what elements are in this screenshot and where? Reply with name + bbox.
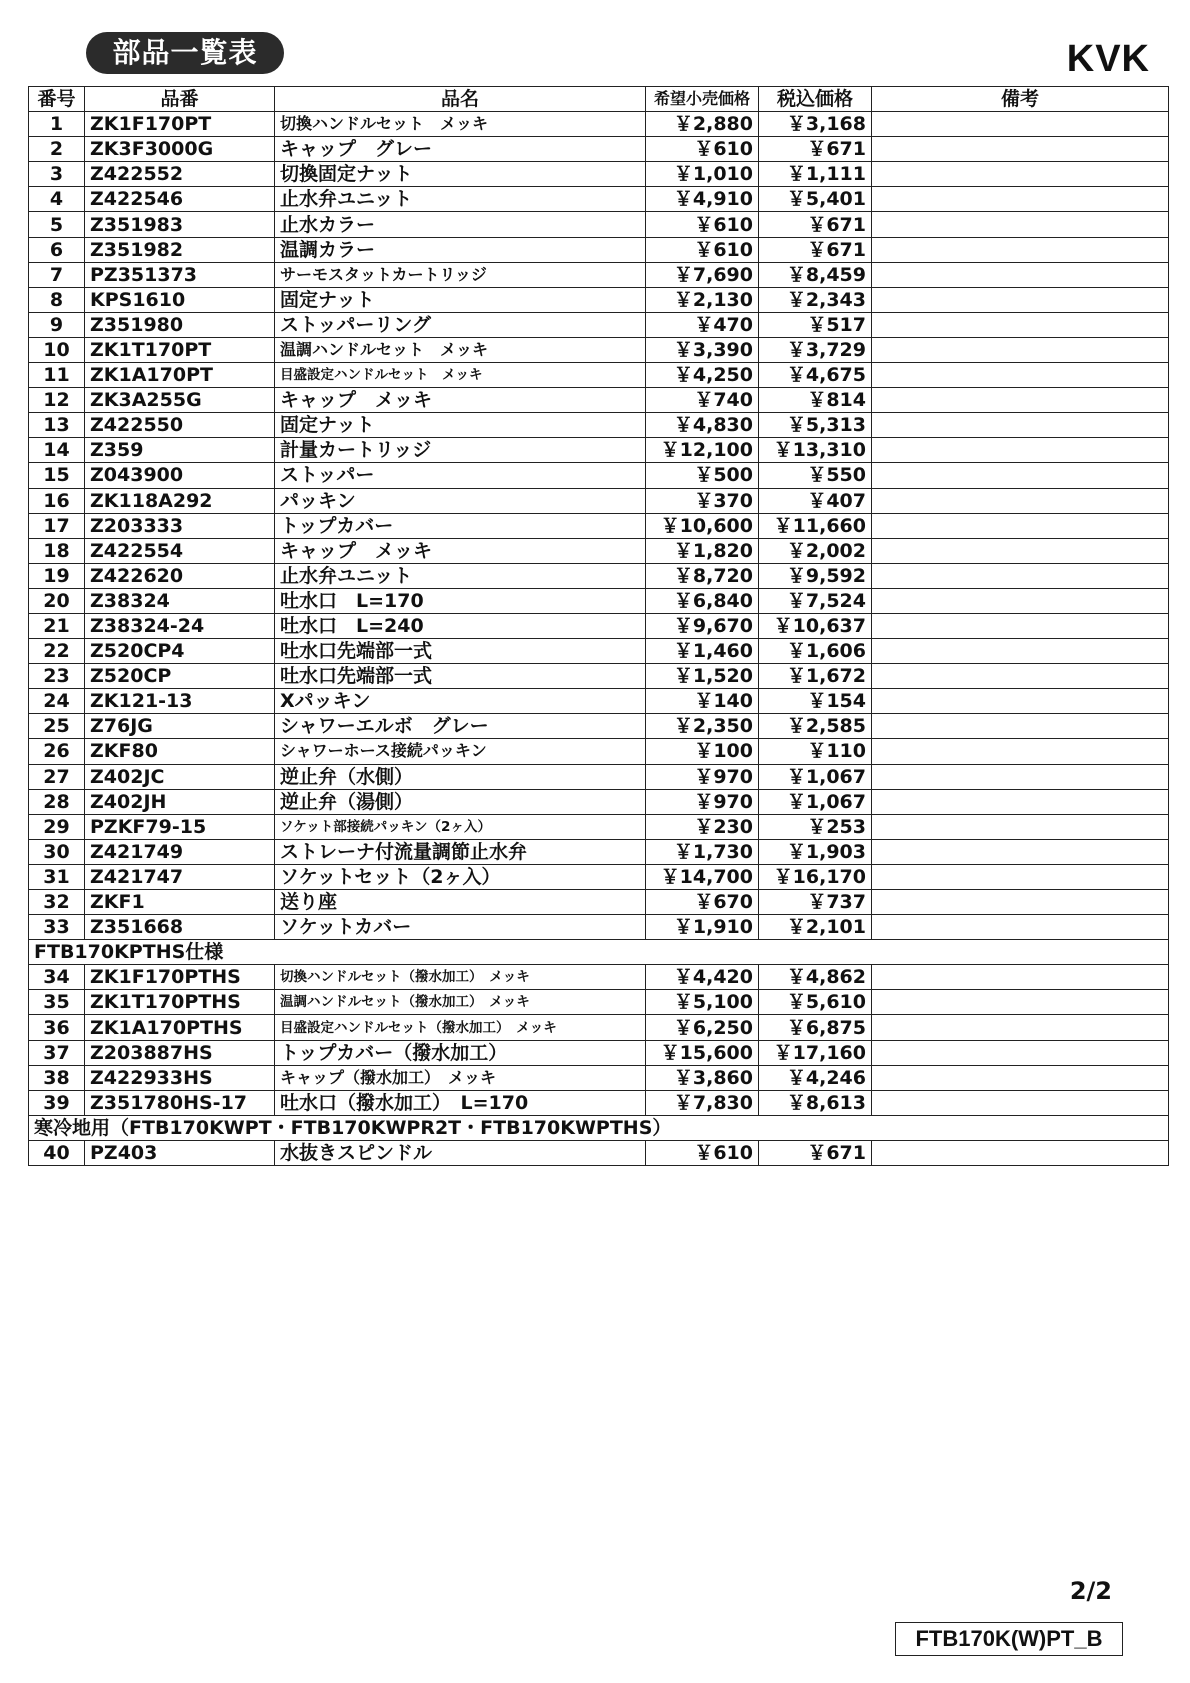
table-row xyxy=(29,1140,1169,1165)
part-code: ZKF1 xyxy=(85,890,275,915)
tax-included-price: ￥4,675 xyxy=(759,363,872,388)
part-code: Z76JG xyxy=(85,714,275,739)
part-code: Z38324 xyxy=(85,588,275,613)
retail-price: ￥12,100 xyxy=(646,438,759,463)
part-code: Z203887HS xyxy=(85,1040,275,1065)
part-code: Z422933HS xyxy=(85,1065,275,1090)
part-name: シャワーエルボ グレー xyxy=(275,714,646,739)
item-number: 3 xyxy=(29,162,85,187)
part-code: Z422620 xyxy=(85,563,275,588)
table-row xyxy=(29,237,1169,262)
table-row xyxy=(29,262,1169,287)
item-number: 11 xyxy=(29,363,85,388)
retail-price: ￥230 xyxy=(646,814,759,839)
note xyxy=(872,814,1169,839)
retail-price: ￥740 xyxy=(646,388,759,413)
note xyxy=(872,890,1169,915)
part-code: ZK1F170PT xyxy=(85,112,275,137)
part-name: 切換ハンドルセット メッキ xyxy=(275,112,646,137)
part-code: ZK3F3000G xyxy=(85,137,275,162)
retail-price: ￥7,830 xyxy=(646,1090,759,1115)
retail-price: ￥610 xyxy=(646,212,759,237)
note xyxy=(872,839,1169,864)
item-number: 8 xyxy=(29,287,85,312)
note xyxy=(872,664,1169,689)
part-name: Xパッキン xyxy=(275,689,646,714)
table-row xyxy=(29,388,1169,413)
part-name: 吐水口（撥水加工） L=170 xyxy=(275,1090,646,1115)
tax-included-price: ￥13,310 xyxy=(759,438,872,463)
column-header-note: 備考 xyxy=(872,87,1169,112)
part-code: Z421747 xyxy=(85,864,275,889)
tax-included-price: ￥1,606 xyxy=(759,639,872,664)
tax-included-price: ￥4,862 xyxy=(759,965,872,990)
retail-price: ￥1,910 xyxy=(646,915,759,940)
tax-included-price: ￥5,401 xyxy=(759,187,872,212)
tax-included-price: ￥253 xyxy=(759,814,872,839)
retail-price: ￥4,420 xyxy=(646,965,759,990)
tax-included-price: ￥3,168 xyxy=(759,112,872,137)
tax-included-price: ￥6,875 xyxy=(759,1015,872,1040)
part-name: 固定ナット xyxy=(275,287,646,312)
part-code: ZK1T170PTHS xyxy=(85,990,275,1015)
page-title: 部品一覧表 xyxy=(86,32,284,74)
note xyxy=(872,639,1169,664)
table-row xyxy=(29,513,1169,538)
part-name: 目盛設定ハンドルセット メッキ xyxy=(275,363,646,388)
table-row xyxy=(29,1065,1169,1090)
retail-price: ￥610 xyxy=(646,237,759,262)
part-code: Z38324-24 xyxy=(85,613,275,638)
tax-included-price: ￥1,111 xyxy=(759,162,872,187)
table-row xyxy=(29,990,1169,1015)
item-number: 37 xyxy=(29,1040,85,1065)
note xyxy=(872,613,1169,638)
tax-included-price: ￥1,067 xyxy=(759,764,872,789)
column-header-name: 品名 xyxy=(275,87,646,112)
table-row xyxy=(29,839,1169,864)
note xyxy=(872,488,1169,513)
item-number: 38 xyxy=(29,1065,85,1090)
retail-price: ￥1,730 xyxy=(646,839,759,864)
part-name: 計量カートリッジ xyxy=(275,438,646,463)
note xyxy=(872,237,1169,262)
part-name: 吐水口 L=240 xyxy=(275,613,646,638)
retail-price: ￥4,910 xyxy=(646,187,759,212)
retail-price: ￥100 xyxy=(646,739,759,764)
part-name: トップカバー（撥水加工） xyxy=(275,1040,646,1065)
brand-logo: KVK xyxy=(1066,38,1150,80)
item-number: 29 xyxy=(29,814,85,839)
item-number: 19 xyxy=(29,563,85,588)
table-row xyxy=(29,162,1169,187)
table-row xyxy=(29,312,1169,337)
tax-included-price: ￥407 xyxy=(759,488,872,513)
table-row xyxy=(29,739,1169,764)
tax-included-price: ￥8,613 xyxy=(759,1090,872,1115)
note xyxy=(872,513,1169,538)
tax-included-price: ￥550 xyxy=(759,463,872,488)
note xyxy=(872,538,1169,563)
tax-included-price: ￥3,729 xyxy=(759,337,872,362)
part-name: 固定ナット xyxy=(275,413,646,438)
item-number: 16 xyxy=(29,488,85,513)
retail-price: ￥2,880 xyxy=(646,112,759,137)
part-name: 止水弁ユニット xyxy=(275,563,646,588)
part-code: Z422554 xyxy=(85,538,275,563)
part-name: パッキン xyxy=(275,488,646,513)
part-name: 止水カラー xyxy=(275,212,646,237)
note xyxy=(872,337,1169,362)
table-row xyxy=(29,965,1169,990)
table-row xyxy=(29,463,1169,488)
part-name: ソケットカバー xyxy=(275,915,646,940)
item-number: 1 xyxy=(29,112,85,137)
retail-price: ￥500 xyxy=(646,463,759,488)
part-code: ZKF80 xyxy=(85,739,275,764)
part-code: Z520CP4 xyxy=(85,639,275,664)
tax-included-price: ￥17,160 xyxy=(759,1040,872,1065)
note xyxy=(872,789,1169,814)
part-name: 温調ハンドルセット メッキ xyxy=(275,337,646,362)
retail-price: ￥6,250 xyxy=(646,1015,759,1040)
note xyxy=(872,463,1169,488)
part-code: Z520CP xyxy=(85,664,275,689)
part-name: 水抜きスピンドル xyxy=(275,1140,646,1165)
item-number: 17 xyxy=(29,513,85,538)
section-label: FTB170KPTHS仕様 xyxy=(29,940,1169,965)
note xyxy=(872,965,1169,990)
table-row xyxy=(29,563,1169,588)
item-number: 10 xyxy=(29,337,85,362)
note xyxy=(872,287,1169,312)
table-row xyxy=(29,337,1169,362)
part-code: ZK1A170PTHS xyxy=(85,1015,275,1040)
note xyxy=(872,112,1169,137)
retail-price: ￥140 xyxy=(646,689,759,714)
part-code: Z422546 xyxy=(85,187,275,212)
item-number: 5 xyxy=(29,212,85,237)
part-code: ZK1F170PTHS xyxy=(85,965,275,990)
note xyxy=(872,1015,1169,1040)
tax-included-price: ￥11,660 xyxy=(759,513,872,538)
part-code: Z422552 xyxy=(85,162,275,187)
table-row xyxy=(29,915,1169,940)
retail-price: ￥1,010 xyxy=(646,162,759,187)
retail-price: ￥1,820 xyxy=(646,538,759,563)
retail-price: ￥4,250 xyxy=(646,363,759,388)
tax-included-price: ￥2,002 xyxy=(759,538,872,563)
item-number: 12 xyxy=(29,388,85,413)
column-header-price: 希望小売価格 xyxy=(646,87,759,112)
item-number: 7 xyxy=(29,262,85,287)
tax-included-price: ￥671 xyxy=(759,137,872,162)
retail-price: ￥610 xyxy=(646,1140,759,1165)
parts-table xyxy=(28,86,1169,1166)
retail-price: ￥970 xyxy=(646,764,759,789)
table-row xyxy=(29,413,1169,438)
part-name: キャップ（撥水加工） メッキ xyxy=(275,1065,646,1090)
part-code: Z402JH xyxy=(85,789,275,814)
part-code: Z359 xyxy=(85,438,275,463)
note xyxy=(872,212,1169,237)
part-code: PZ351373 xyxy=(85,262,275,287)
retail-price: ￥970 xyxy=(646,789,759,814)
item-number: 6 xyxy=(29,237,85,262)
retail-price: ￥9,670 xyxy=(646,613,759,638)
item-number: 30 xyxy=(29,839,85,864)
tax-included-price: ￥671 xyxy=(759,212,872,237)
tax-included-price: ￥5,610 xyxy=(759,990,872,1015)
part-name: ソケット部接続パッキン（2ヶ入） xyxy=(275,814,646,839)
part-code: Z402JC xyxy=(85,764,275,789)
part-name: ストッパーリング xyxy=(275,312,646,337)
item-number: 28 xyxy=(29,789,85,814)
note xyxy=(872,1140,1169,1165)
retail-price: ￥1,520 xyxy=(646,664,759,689)
part-name: 温調ハンドルセット（撥水加工） メッキ xyxy=(275,990,646,1015)
part-code: PZKF79-15 xyxy=(85,814,275,839)
note xyxy=(872,689,1169,714)
part-name: ソケットセット（2ヶ入） xyxy=(275,864,646,889)
tax-included-price: ￥16,170 xyxy=(759,864,872,889)
note xyxy=(872,1090,1169,1115)
item-number: 4 xyxy=(29,187,85,212)
item-number: 27 xyxy=(29,764,85,789)
tax-included-price: ￥2,101 xyxy=(759,915,872,940)
part-code: Z351668 xyxy=(85,915,275,940)
tax-included-price: ￥154 xyxy=(759,689,872,714)
model-code-box: FTB170K(W)PT_B xyxy=(895,1622,1123,1656)
part-code: Z351980 xyxy=(85,312,275,337)
tax-included-price: ￥1,672 xyxy=(759,664,872,689)
item-number: 40 xyxy=(29,1140,85,1165)
note xyxy=(872,312,1169,337)
part-name: ストレーナ付流量調節止水弁 xyxy=(275,839,646,864)
table-row xyxy=(29,1040,1169,1065)
tax-included-price: ￥8,459 xyxy=(759,262,872,287)
part-name: 止水弁ユニット xyxy=(275,187,646,212)
table-row xyxy=(29,137,1169,162)
note xyxy=(872,262,1169,287)
note xyxy=(872,137,1169,162)
table-row xyxy=(29,287,1169,312)
note xyxy=(872,413,1169,438)
part-name: キャップ メッキ xyxy=(275,388,646,413)
retail-price: ￥10,600 xyxy=(646,513,759,538)
item-number: 26 xyxy=(29,739,85,764)
part-code: Z421749 xyxy=(85,839,275,864)
table-row xyxy=(29,664,1169,689)
retail-price: ￥5,100 xyxy=(646,990,759,1015)
part-code: Z203333 xyxy=(85,513,275,538)
section-row xyxy=(29,1115,1169,1140)
part-code: Z422550 xyxy=(85,413,275,438)
table-row xyxy=(29,488,1169,513)
part-name: 吐水口先端部一式 xyxy=(275,664,646,689)
item-number: 35 xyxy=(29,990,85,1015)
table-row xyxy=(29,187,1169,212)
table-row xyxy=(29,1015,1169,1040)
part-name: キャップ グレー xyxy=(275,137,646,162)
table-row xyxy=(29,714,1169,739)
table-row xyxy=(29,112,1169,137)
page-number: 2/2 xyxy=(1069,1577,1112,1605)
tax-included-price: ￥1,067 xyxy=(759,789,872,814)
part-code: ZK1A170PT xyxy=(85,363,275,388)
item-number: 36 xyxy=(29,1015,85,1040)
tax-included-price: ￥110 xyxy=(759,739,872,764)
part-name: 吐水口 L=170 xyxy=(275,588,646,613)
retail-price: ￥4,830 xyxy=(646,413,759,438)
note xyxy=(872,739,1169,764)
part-name: ストッパー xyxy=(275,463,646,488)
tax-included-price: ￥1,903 xyxy=(759,839,872,864)
retail-price: ￥610 xyxy=(646,137,759,162)
item-number: 22 xyxy=(29,639,85,664)
part-name: シャワーホース接続パッキン xyxy=(275,739,646,764)
part-name: 吐水口先端部一式 xyxy=(275,639,646,664)
item-number: 32 xyxy=(29,890,85,915)
retail-price: ￥6,840 xyxy=(646,588,759,613)
column-header-tax-price: 税込価格 xyxy=(759,87,872,112)
section-row xyxy=(29,940,1169,965)
retail-price: ￥1,460 xyxy=(646,639,759,664)
retail-price: ￥2,130 xyxy=(646,287,759,312)
column-header-no: 番号 xyxy=(29,87,85,112)
part-name: 目盛設定ハンドルセット（撥水加工） メッキ xyxy=(275,1015,646,1040)
table-row xyxy=(29,613,1169,638)
part-code: ZK121-13 xyxy=(85,689,275,714)
part-name: 温調カラー xyxy=(275,237,646,262)
item-number: 18 xyxy=(29,538,85,563)
item-number: 13 xyxy=(29,413,85,438)
table-row xyxy=(29,438,1169,463)
tax-included-price: ￥9,592 xyxy=(759,563,872,588)
item-number: 34 xyxy=(29,965,85,990)
retail-price: ￥470 xyxy=(646,312,759,337)
note xyxy=(872,438,1169,463)
item-number: 14 xyxy=(29,438,85,463)
part-code: PZ403 xyxy=(85,1140,275,1165)
retail-price: ￥8,720 xyxy=(646,563,759,588)
note xyxy=(872,714,1169,739)
tax-included-price: ￥10,637 xyxy=(759,613,872,638)
part-code: Z351983 xyxy=(85,212,275,237)
part-code: KPS1610 xyxy=(85,287,275,312)
part-code: ZK118A292 xyxy=(85,488,275,513)
item-number: 21 xyxy=(29,613,85,638)
column-header-code: 品番 xyxy=(85,87,275,112)
item-number: 15 xyxy=(29,463,85,488)
note xyxy=(872,187,1169,212)
note xyxy=(872,388,1169,413)
note xyxy=(872,915,1169,940)
table-row xyxy=(29,789,1169,814)
part-code: Z351780HS-17 xyxy=(85,1090,275,1115)
tax-included-price: ￥5,313 xyxy=(759,413,872,438)
item-number: 23 xyxy=(29,664,85,689)
table-row xyxy=(29,588,1169,613)
retail-price: ￥2,350 xyxy=(646,714,759,739)
table-row xyxy=(29,212,1169,237)
retail-price: ￥3,390 xyxy=(646,337,759,362)
note xyxy=(872,990,1169,1015)
table-row xyxy=(29,689,1169,714)
table-row xyxy=(29,890,1169,915)
item-number: 25 xyxy=(29,714,85,739)
table-row xyxy=(29,764,1169,789)
table-row xyxy=(29,538,1169,563)
tax-included-price: ￥2,585 xyxy=(759,714,872,739)
part-code: Z351982 xyxy=(85,237,275,262)
tax-included-price: ￥7,524 xyxy=(759,588,872,613)
tax-included-price: ￥671 xyxy=(759,237,872,262)
table-row xyxy=(29,639,1169,664)
tax-included-price: ￥2,343 xyxy=(759,287,872,312)
tax-included-price: ￥517 xyxy=(759,312,872,337)
item-number: 20 xyxy=(29,588,85,613)
retail-price: ￥14,700 xyxy=(646,864,759,889)
note xyxy=(872,1065,1169,1090)
item-number: 33 xyxy=(29,915,85,940)
note xyxy=(872,1040,1169,1065)
tax-included-price: ￥814 xyxy=(759,388,872,413)
part-name: 切換ハンドルセット（撥水加工） メッキ xyxy=(275,965,646,990)
part-code: Z043900 xyxy=(85,463,275,488)
table-row xyxy=(29,864,1169,889)
table-row xyxy=(29,814,1169,839)
table-row xyxy=(29,363,1169,388)
part-name: 切換固定ナット xyxy=(275,162,646,187)
table-body xyxy=(29,112,1169,1166)
note xyxy=(872,363,1169,388)
table-row xyxy=(29,1090,1169,1115)
part-name: キャップ メッキ xyxy=(275,538,646,563)
retail-price: ￥7,690 xyxy=(646,262,759,287)
part-name: サーモスタットカートリッジ xyxy=(275,262,646,287)
section-label: 寒冷地用（FTB170KWPT・FTB170KWPR2T・FTB170KWPTHS） xyxy=(29,1115,1169,1140)
retail-price: ￥3,860 xyxy=(646,1065,759,1090)
table-header-row xyxy=(29,87,1169,112)
item-number: 39 xyxy=(29,1090,85,1115)
tax-included-price: ￥4,246 xyxy=(759,1065,872,1090)
part-code: ZK3A255G xyxy=(85,388,275,413)
retail-price: ￥670 xyxy=(646,890,759,915)
part-code: ZK1T170PT xyxy=(85,337,275,362)
part-name: トップカバー xyxy=(275,513,646,538)
retail-price: ￥15,600 xyxy=(646,1040,759,1065)
part-name: 逆止弁（湯側） xyxy=(275,789,646,814)
item-number: 24 xyxy=(29,689,85,714)
tax-included-price: ￥737 xyxy=(759,890,872,915)
item-number: 31 xyxy=(29,864,85,889)
note xyxy=(872,764,1169,789)
note xyxy=(872,588,1169,613)
note xyxy=(872,563,1169,588)
tax-included-price: ￥671 xyxy=(759,1140,872,1165)
item-number: 9 xyxy=(29,312,85,337)
item-number: 2 xyxy=(29,137,85,162)
retail-price: ￥370 xyxy=(646,488,759,513)
note xyxy=(872,162,1169,187)
part-name: 逆止弁（水側） xyxy=(275,764,646,789)
note xyxy=(872,864,1169,889)
part-name: 送り座 xyxy=(275,890,646,915)
